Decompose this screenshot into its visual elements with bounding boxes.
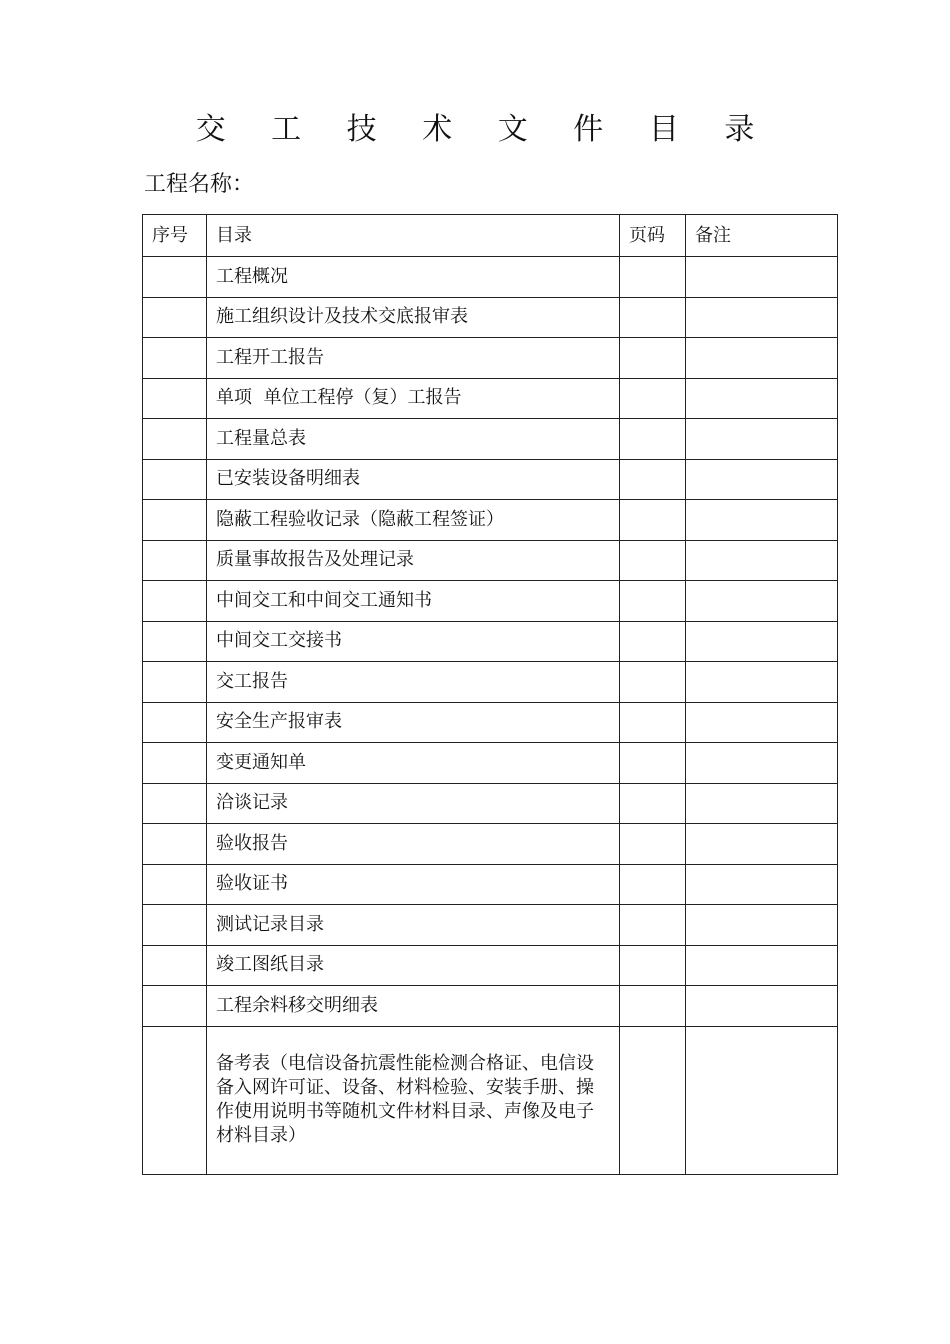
table-row bbox=[143, 419, 838, 460]
cell-item: 工程开工报告 bbox=[207, 338, 620, 379]
cell-note bbox=[686, 459, 838, 500]
cell-seq bbox=[143, 824, 207, 865]
project-name-label: 工程名称： bbox=[144, 172, 255, 197]
cell-item: 安全生产报审表 bbox=[207, 702, 620, 743]
cell-note bbox=[686, 540, 838, 581]
cell-note bbox=[686, 1026, 838, 1174]
cell-page bbox=[620, 1026, 686, 1174]
header-note: 备注 bbox=[686, 215, 838, 257]
cell-note bbox=[686, 986, 838, 1027]
cell-item: 验收证书 bbox=[207, 864, 620, 905]
cell-seq bbox=[143, 743, 207, 784]
table-row bbox=[143, 662, 838, 703]
cell-seq bbox=[143, 338, 207, 379]
cell-seq bbox=[143, 540, 207, 581]
table-row bbox=[143, 257, 838, 298]
cell-item: 隐蔽工程验收记录（隐蔽工程签证） bbox=[207, 500, 620, 541]
table-row bbox=[143, 338, 838, 379]
catalog-table bbox=[142, 214, 838, 1175]
cell-note bbox=[686, 824, 838, 865]
cell-page bbox=[620, 824, 686, 865]
cell-page bbox=[620, 419, 686, 460]
cell-page bbox=[620, 986, 686, 1027]
cell-page bbox=[620, 743, 686, 784]
cell-note bbox=[686, 257, 838, 298]
cell-item: 工程余料移交明细表 bbox=[207, 986, 620, 1027]
cell-page bbox=[620, 257, 686, 298]
cell-page bbox=[620, 783, 686, 824]
cell-note bbox=[686, 378, 838, 419]
cell-item: 已安装设备明细表 bbox=[207, 459, 620, 500]
table-row bbox=[143, 702, 838, 743]
table-row bbox=[143, 459, 838, 500]
cell-seq bbox=[143, 945, 207, 986]
cell-item: 交工报告 bbox=[207, 662, 620, 703]
cell-note bbox=[686, 500, 838, 541]
cell-page bbox=[620, 459, 686, 500]
cell-item: 工程概况 bbox=[207, 257, 620, 298]
cell-seq bbox=[143, 257, 207, 298]
cell-item: 洽谈记录 bbox=[207, 783, 620, 824]
cell-page bbox=[620, 297, 686, 338]
cell-item: 中间交工和中间交工通知书 bbox=[207, 581, 620, 622]
cell-item: 质量事故报告及处理记录 bbox=[207, 540, 620, 581]
cell-page bbox=[620, 662, 686, 703]
table-row bbox=[143, 621, 838, 662]
cell-seq bbox=[143, 500, 207, 541]
cell-seq bbox=[143, 621, 207, 662]
cell-item: 竣工图纸目录 bbox=[207, 945, 620, 986]
cell-item: 工程量总表 bbox=[207, 419, 620, 460]
table-row bbox=[143, 986, 838, 1027]
cell-seq bbox=[143, 662, 207, 703]
cell-seq bbox=[143, 986, 207, 1027]
cell-note bbox=[686, 945, 838, 986]
cell-seq bbox=[143, 1026, 207, 1174]
cell-page bbox=[620, 378, 686, 419]
cell-page bbox=[620, 338, 686, 379]
cell-note bbox=[686, 419, 838, 460]
cell-page bbox=[620, 945, 686, 986]
table-row bbox=[143, 864, 838, 905]
document-title: 交 工 技 术 文 件 目 录 bbox=[195, 112, 773, 147]
cell-seq bbox=[143, 905, 207, 946]
table-row bbox=[143, 540, 838, 581]
cell-page bbox=[620, 702, 686, 743]
cell-seq bbox=[143, 702, 207, 743]
table-row bbox=[143, 824, 838, 865]
table-row bbox=[143, 905, 838, 946]
table-row bbox=[143, 378, 838, 419]
header-seq: 序号 bbox=[143, 215, 207, 257]
cell-seq bbox=[143, 459, 207, 500]
table-row bbox=[143, 500, 838, 541]
cell-note bbox=[686, 662, 838, 703]
cell-page bbox=[620, 540, 686, 581]
cell-item: 测试记录目录 bbox=[207, 905, 620, 946]
cell-note bbox=[686, 338, 838, 379]
cell-note bbox=[686, 864, 838, 905]
cell-seq bbox=[143, 419, 207, 460]
cell-page bbox=[620, 581, 686, 622]
cell-page bbox=[620, 500, 686, 541]
cell-note bbox=[686, 621, 838, 662]
cell-seq bbox=[143, 783, 207, 824]
cell-seq bbox=[143, 581, 207, 622]
header-page: 页码 bbox=[620, 215, 686, 257]
cell-seq bbox=[143, 864, 207, 905]
cell-item: 备考表（电信设备抗震性能检测合格证、电信设备入网许可证、设备、材料检验、安装手册、操作使用说明书等随机文件材料目录、声像及电子材料目录） bbox=[207, 1026, 620, 1174]
table-row bbox=[143, 581, 838, 622]
table-header-row bbox=[143, 215, 838, 257]
cell-note bbox=[686, 743, 838, 784]
cell-page bbox=[620, 621, 686, 662]
cell-item: 变更通知单 bbox=[207, 743, 620, 784]
table-row bbox=[143, 945, 838, 986]
cell-item: 单项 单位工程停（复）工报告 bbox=[207, 378, 620, 419]
cell-item: 施工组织设计及技术交底报审表 bbox=[207, 297, 620, 338]
cell-note bbox=[686, 702, 838, 743]
cell-seq bbox=[143, 297, 207, 338]
cell-note bbox=[686, 297, 838, 338]
cell-seq bbox=[143, 378, 207, 419]
cell-page bbox=[620, 864, 686, 905]
table-row bbox=[143, 1026, 838, 1174]
cell-page bbox=[620, 905, 686, 946]
table-row bbox=[143, 783, 838, 824]
table-row bbox=[143, 297, 838, 338]
cell-note bbox=[686, 581, 838, 622]
cell-note bbox=[686, 905, 838, 946]
table-row bbox=[143, 743, 838, 784]
cell-item: 中间交工交接书 bbox=[207, 621, 620, 662]
header-item: 目录 bbox=[207, 215, 620, 257]
cell-note bbox=[686, 783, 838, 824]
cell-item: 验收报告 bbox=[207, 824, 620, 865]
